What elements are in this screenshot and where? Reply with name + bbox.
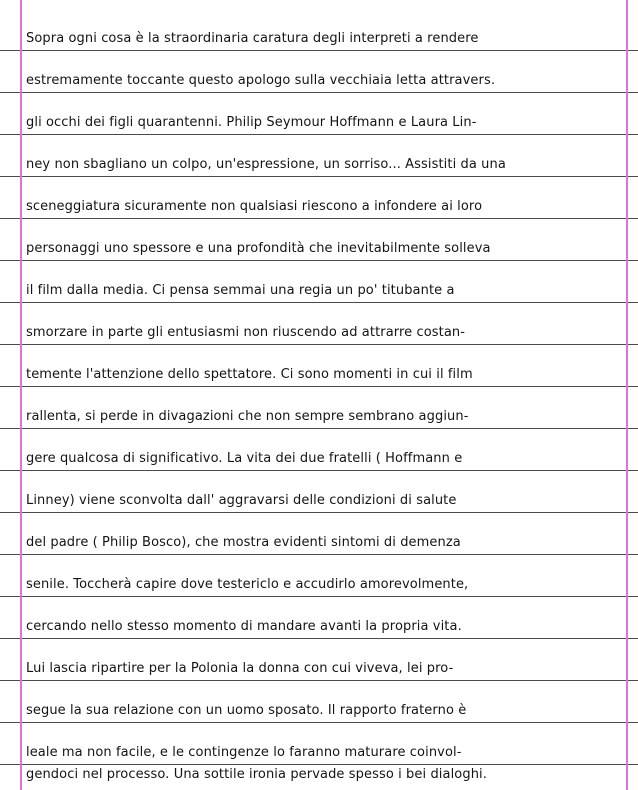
text-line-10: rallenta, si perde in divagazioni che non sempre sembrano aggiun- (26, 409, 469, 424)
text-line-6: personaggi uno spessore e una profondità che inevitabilmente solleva (26, 241, 491, 256)
text-line-16: Lui lascia ripartire per la Polonia la donna con cui viveva, lei pro- (26, 661, 454, 676)
text-line-3: gli occhi dei figli quarantenni. Philip Seymour Hoffmann e Laura Lin- (26, 115, 477, 130)
text-line-12: Linney) viene sconvolta dall' aggravarsi delle condizioni di salute (26, 493, 457, 508)
text-line-9: temente l'attenzione dello spettatore. Ci sono momenti in cui il film (26, 367, 473, 382)
right-margin-line (626, 0, 628, 790)
text-line-14: senile. Toccherà capire dove testericlo e accudirlo amorevolmente, (26, 577, 469, 592)
text-line-4: ney non sbagliano un colpo, un'espressione, un sorriso... Assistiti da una (26, 157, 506, 172)
text-line-11: gere qualcosa di significativo. La vita dei due fratelli ( Hoffmann e (26, 451, 463, 466)
text-line-19: gendoci nel processo. Una sottile ironia pervade spesso i bei dialoghi. (26, 767, 487, 782)
left-margin-line (20, 0, 22, 790)
text-line-15: cercando nello stesso momento di mandare avanti la propria vita. (26, 619, 462, 634)
text-line-13: del padre ( Philip Bosco), che mostra evidenti sintomi di demenza (26, 535, 461, 550)
text-line-7: il film dalla media. Ci pensa semmai una regia un po' titubante a (26, 283, 455, 298)
text-line-18: leale ma non facile, e le contingenze lo faranno maturare coinvol- (26, 745, 462, 760)
text-line-17: segue la sua relazione con un uomo sposato. Il rapporto fraterno è (26, 703, 467, 718)
text-line-5: sceneggiatura sicuramente non qualsiasi riescono a infondere ai loro (26, 199, 483, 214)
text-line-8: smorzare in parte gli entusiasmi non riuscendo ad attrarre costan- (26, 325, 466, 340)
text-line-1: Sopra ogni cosa è la straordinaria caratura degli interpreti a rendere (26, 31, 479, 46)
text-line-2: estremamente toccante questo apologo sulla vecchiaia letta attravers. (26, 73, 496, 88)
